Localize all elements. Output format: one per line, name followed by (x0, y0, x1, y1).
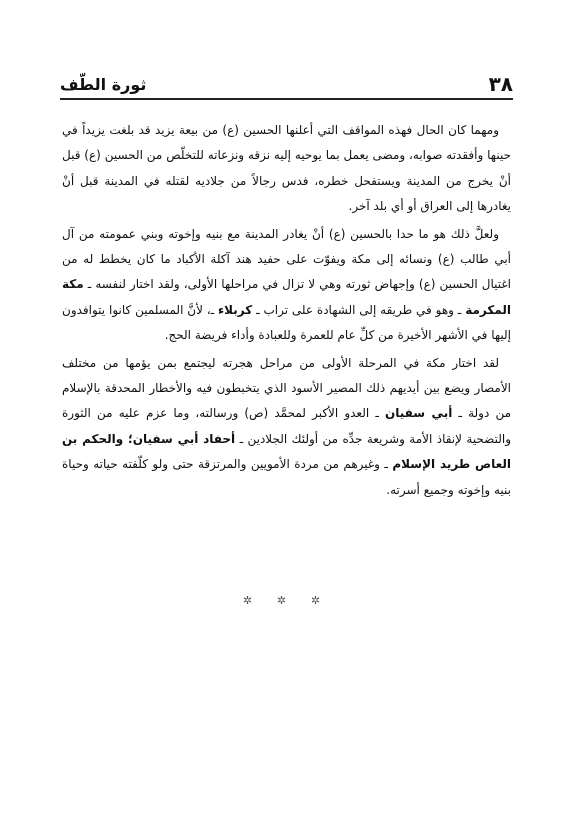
place-name-karbala: كربلاء (218, 302, 253, 317)
page-header (60, 70, 513, 98)
name-descendants: أحفاد أبي سفيان؛ والحكم بن العاص طريد الإسلام (62, 431, 512, 472)
asterisk-ornament-icon: ✲ (276, 594, 287, 607)
section-divider (0, 594, 563, 607)
place-name-makkah: مكة المكرمة (62, 277, 512, 317)
body-text (62, 118, 511, 503)
text-run: لقد اختار مكة في المرحلة الأولى من مراحل هجرته ليجتمع بمن يؤمها من مختلف الأمصار ويضع بين أيديهم ذلك المصير الأسود الذي يتخبطون فيه والأخطار المحدقة بالإسلام من دولة ـ (62, 355, 512, 421)
paragraph (62, 351, 511, 503)
asterisk-ornament-icon: ✲ (310, 594, 321, 607)
header-rule (60, 98, 513, 100)
text-run: ومهما كان الحال فهذه المواقف التي أعلنها الحسين (ع) من بيعة يزيد قد بلغت يزيداً في حينها وأفقدته صوابه، ومضى يعمل بما يوحيه إليه نزقه ونزعاته للتخلّص من الحسين (ع) قبل أنْ يخرج من المدينة ويستفحل خطره، فدس رجالاً من جلاديه لقتله في المدينة قبل أنْ يغادرها إلى العراق أو أي بلد آخر. (62, 123, 511, 214)
name-abu-sufyan: أبي سفيان (384, 406, 453, 421)
text-run: ـ وهو في طريقه إلى الشهادة على تراب ـ (252, 302, 466, 317)
asterisk-ornament-icon: ✲ (242, 594, 253, 607)
running-title: ثورة الطّف (60, 74, 147, 94)
text-run: ـ وغيرهم من مردة الأمويين والمرتزقة حتى ولو كلّفته حياته وحياة بنيه وإخوته وجميع أسرته. (62, 457, 511, 497)
text-run: ـ، لأنَّ المسلمين كانوا يتوافدون إليها في الأشهر الأخيرة من كلِّ عام للعمرة وللعبادة وأداء فريضة الحج. (62, 302, 511, 343)
text-run: ولعلَّ ذلك هو ما حدا بالحسين (ع) أنْ يغادر المدينة مع بنيه وإخوته وبني عمومته من آل أبي طالب (ع) ونسائه إلى مكة ويفوّت على حفيد هند آكلة الأكباد ما كان يخطط له من اغتيال الحسين (ع) وإجهاض ثورته وهي لا تزال في مراحلها الأولى، ولقد اختار لنفسه ـ (62, 226, 511, 292)
text-run: ـ العدو الأكبر لمحمَّد (ص) ورسالته، وما عزم عليه من الثورة والتضحية لإنقاذ الأمة وشريعة جدِّه من أولئك الجلادين ـ (62, 406, 511, 446)
paragraph (62, 118, 511, 220)
paragraph (62, 222, 511, 349)
page-number: ٣٨ (488, 72, 513, 96)
